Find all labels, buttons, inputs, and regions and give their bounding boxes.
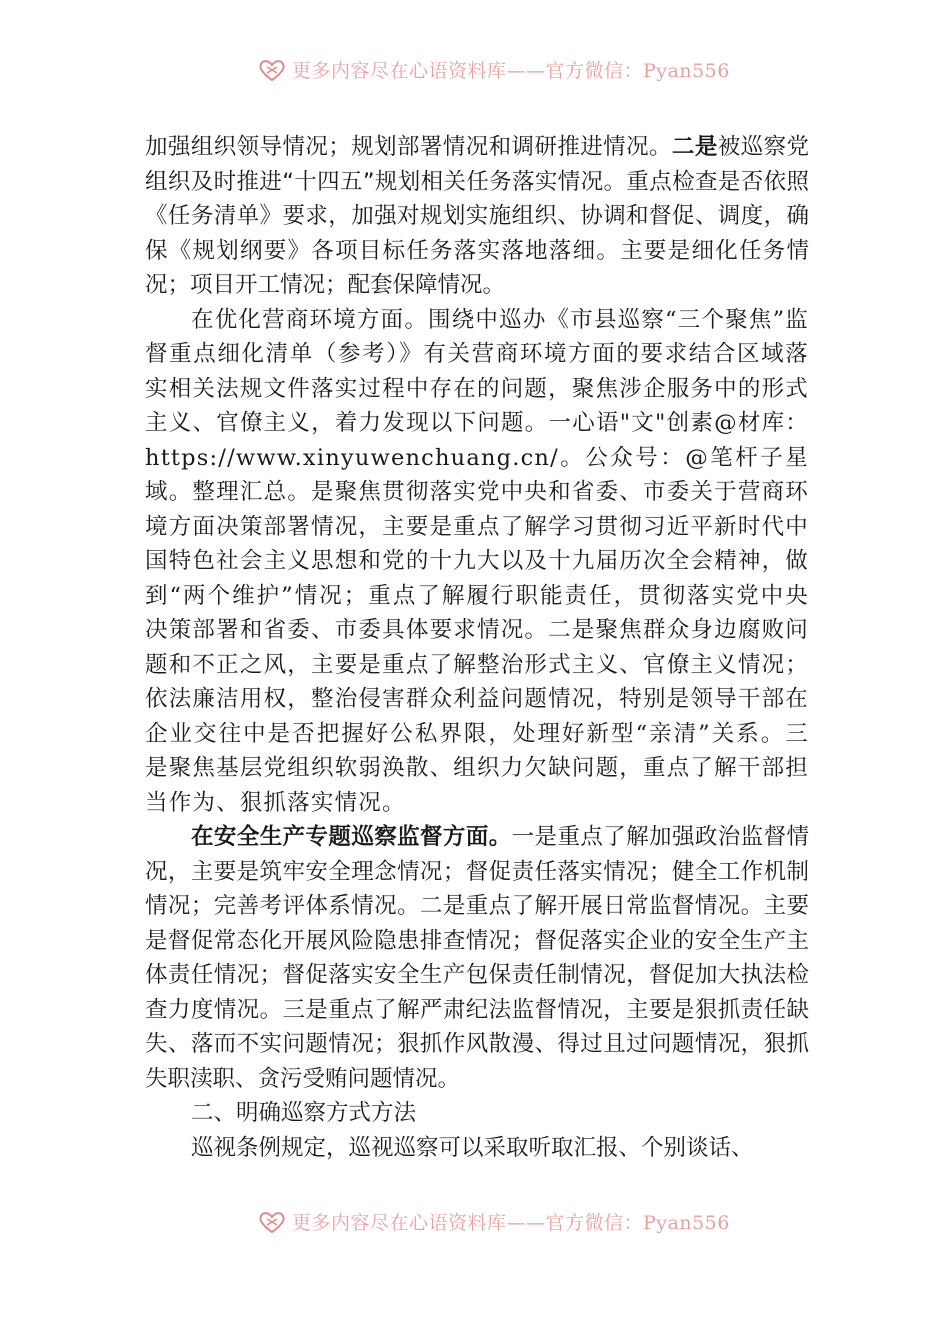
paragraph-safety-production — [145, 820, 809, 1096]
watermark-header — [0, 46, 950, 86]
heart-logo-icon — [258, 58, 286, 82]
paragraph-plan-tasks-part1: 加强组织领导情况；规划部署情况和调研推进情况。 — [145, 134, 672, 160]
paragraph-safety-production-bold: 在安全生产专题巡察监督方面。 — [191, 824, 512, 850]
watermark-text: 更多内容尽在心语资料库——官方微信：Pyan556 — [292, 1212, 730, 1234]
paragraph-safety-production-text: 一是重点了解加强政治监督情况，主要是筑牢安全理念情况；督促责任落实情况；健全工作机制情况；完善考评体系情况。二是重点了解开展日常监督情况。主要是督促常态化开展风险隐患排查情况；督促落实企业的安全生产主体责任情况；督促落实安全生产包保责任制情况，督促加大执法检查力度情况。三是重点了解严肃纪法监督情况，主要是狠抓责任缺失、落而不实问题情况；狠抓作风散漫、得过且过问题情况，狠抓失职渎职、贪污受贿问题情况。 — [145, 824, 809, 1092]
paragraph-inspection-methods: 巡视条例规定，巡视巡察可以采取听取汇报、个别谈话、 — [191, 1134, 754, 1161]
paragraph-plan-tasks — [145, 130, 809, 303]
paragraph-plan-tasks-part2: 被巡察党组织及时推进“十四五”规划相关任务落实情况。重点检查是否依照《任务清单》要求，加强对规划实施组织、协调和督促、调度，确保《规划纲要》各项目标任务落实落地落细。主要是细化任务情况；项目开工情况；配套保障情况。 — [145, 134, 809, 298]
watermark-footer — [0, 1198, 950, 1238]
paragraph-business-environment: 在优化营商环境方面。围绕中巡办《市县巡察“三个聚焦”监督重点细化清单（参考）》有关营商环境方面的要求结合区域落实相关法规文件落实过程中存在的问题，聚焦涉企服务中的形式主义、官僚主义，着力发现以下问题。一心语"文"创素@材库：https://www.xinyuwenchuang.cn/。公众号：@笔杆子星域。整理汇总。是聚焦贯彻落实党中央和省委、市委关于营商环境方面决策部署情况，主要是重点了解学习贯彻习近平新时代中国特色社会主义思想和党的十九大以及十九届历次全会精神，做到“两个维护”情况；重点了解履行职能责任，贯彻落实党中央决策部署和省委、市委具体要求情况。二是聚焦群众身边腐败问题和不正之风，主要是重点了解整治形式主义、官僚主义情况；依法廉洁用权，整治侵害群众利益问题情况，特别是领导干部在企业交往中是否把握好公私界限，处理好新型“亲清”关系。三是聚焦基层党组织软弱涣散、组织力欠缺问题，重点了解干部担当作为、狠抓落实情况。 — [145, 306, 809, 816]
document-body — [145, 130, 809, 1165]
section-heading: 二、明确巡察方式方法 — [191, 1100, 417, 1126]
heart-logo-icon — [258, 1210, 286, 1234]
paragraph-plan-tasks-bold: 二是 — [671, 134, 718, 160]
watermark-text: 更多内容尽在心语资料库——官方微信：Pyan556 — [292, 60, 730, 82]
